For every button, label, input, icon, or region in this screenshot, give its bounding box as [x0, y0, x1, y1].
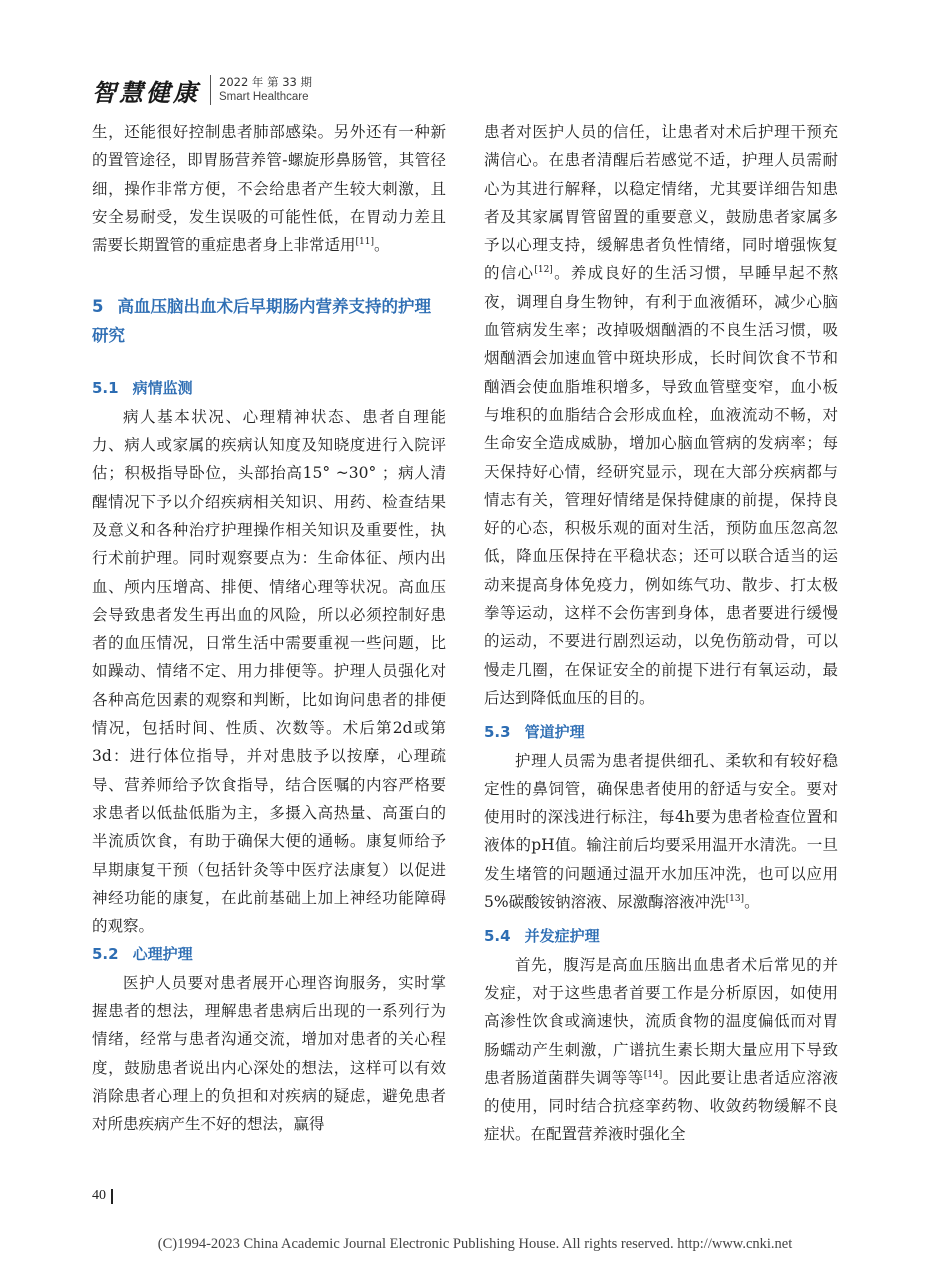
citation-ref[interactable]: [12] — [534, 265, 553, 276]
right-column — [484, 118, 838, 1149]
paragraph-5-1: 病人基本状况、心理精神状态、患者自理能力、病人或家属的疾病认知度及知晓度进行入院评估；积极指导卧位，头部抬高15° ~30° ；病人清醒情况下予以介绍疾病相关知识、用药、检查结果及意义和各种治疗护理操作相关知识及重要性，执行术前护理。同时观察要点为：生命体征、颅内出血、颅内压增高、排便、情绪心理等状况。高血压会导致患者发生再出血的风险，所以必须控制好患者的血压情况，日常生活中需要重视一些问题，比如躁动、情绪不定、用力排便等。护理人员强化对各种高危因素的观察和判断，比如询问患者的排便情况，包括时间、性质、次数等。术后第2d或第3d：进行体位指导，并对患肢予以按摩，心理疏导、营养师给予饮食指导，结合医嘱的内容严格要求患者以低盐低脂为主，多摄入高热量、高蛋白的半流质饮食，有助于确保大便的通畅。康复师给予早期康复干预（包括针灸等中医疗法康复）以促进神经功能的康复，在此前基础上加上神经功能障碍的观察。 — [92, 407, 446, 936]
copyright-notice: (C)1994-2023 China Academic Journal Electronic Publishing House. All rights reserved. http://www.cnki.net — [157, 1236, 793, 1252]
subsection-heading-5-1: 5.1 病情监测 — [92, 379, 193, 398]
paragraph-continued: 生，还能很好控制患者肺部感染。另外还有一种新的置管途径，即胃肠营养管-螺旋形鼻肠管，其管径细，操作非常方便，不会给患者产生较大刺激，且安全易耐受，发生误吸的可能性低，在胃动力差且需要长期置管的重症患者身上非常适用[11]。 — [92, 123, 446, 255]
issue-info — [219, 75, 312, 105]
citation-ref[interactable]: [13] — [725, 893, 745, 904]
section-heading-5: 5 高血压脑出血术后早期肠内营养支持的护理研究 — [92, 297, 431, 345]
citation-ref[interactable]: [11] — [355, 237, 374, 248]
subsection-heading-5-4: 5.4 并发症护理 — [484, 927, 600, 946]
paragraph-5-2: 医护人员要对患者展开心理咨询服务，实时掌握患者的想法，理解患者患病后出现的一系列行为情绪，经常与患者沟通交流，增加对患者的关心程度，鼓励患者说出内心深处的想法，这样可以有效消除患者心理上的负担和对疾病的疑虑，避免患者对所患疾病产生不好的想法，赢得 — [92, 973, 446, 1134]
issue-label: 2022 年 第 33 期 — [219, 75, 313, 89]
subsection-heading-5-3: 5.3 管道护理 — [484, 723, 585, 742]
page-number: 40 — [92, 1188, 113, 1204]
paragraph-5-2-continued: 患者对医护人员的信任，让患者对术后护理干预充满信心。在患者清醒后若感觉不适，护理人员需耐心为其进行解释，以稳定情绪，尤其要详细告知患者及其家属胃管留置的重要意义，鼓励患者家属多予以心理支持，缓解患者负性情绪，同时增强恢复的信心[12]。养成良好的生活习惯，早睡早起不熬夜，调理自身生物钟，有利于血液循环，减少心脑血管病发生率；改掉吸烟酗酒的不良生活习惯，吸烟酗酒会加速血管中斑块形成，长时间饮食不节和酗酒会使血脂堆积增多，导致血管壁变窄，血小板与堆积的血脂结合会形成血栓，血液流动不畅，对生命安全造成威胁，增加心脑血管病的发病率；每天保持好心情，经研究显示，现在大部分疾病都与情志有关，管理好情绪是保持健康的前提，保持良好的心态，积极乐观的面对生活，预防血压忽高忽低，降血压保持在平稳状态；还可以联合适当的运动来提高身体免疫力，例如练气功、散步、打太极拳等运动，这样不会伤害到身体，患者要进行缓慢的运动，不要进行剧烈运动，以免伤筋动骨，可以慢走几圈，在保证安全的前提下进行有氧运动，最后达到降低血压的目的。 — [484, 123, 838, 707]
journal-header — [92, 72, 312, 108]
paragraph-5-3: 护理人员需为患者提供细孔、柔软和有较好稳定性的鼻饲管，确保患者使用的舒适与安全。要对使用时的深浅进行标注，每4h要为患者检查位置和液体的pH值。输注前后均要采用温开水清洗。一旦发生堵管的问题通过温开水加压冲洗，也可以应用5%碳酸铵钠溶液、尿激酶溶液冲洗[13]。 — [484, 751, 838, 912]
left-column — [92, 118, 446, 1139]
subsection-heading-5-2: 5.2 心理护理 — [92, 945, 193, 964]
journal-logo: 智慧健康 — [92, 78, 200, 107]
citation-ref[interactable]: [14] — [643, 1069, 663, 1080]
paragraph-5-4: 首先，腹泻是高血压脑出血患者术后常见的并发症，对于这些患者首要工作是分析原因，如使用高渗性饮食或滴速快，流质食物的温度偏低而对胃肠蠕动产生刺激，广谱抗生素长期大量应用下导致患者肠道菌群失调等等[14]。因此要让患者适应溶液的使用，同时结合抗痉挛药物、收敛药物缓解不良症状。在配置营养液时强化全 — [484, 955, 838, 1144]
header-divider — [210, 75, 211, 105]
journal-english-name: Smart Healthcare — [219, 91, 309, 103]
page-number-bar — [111, 1189, 113, 1204]
